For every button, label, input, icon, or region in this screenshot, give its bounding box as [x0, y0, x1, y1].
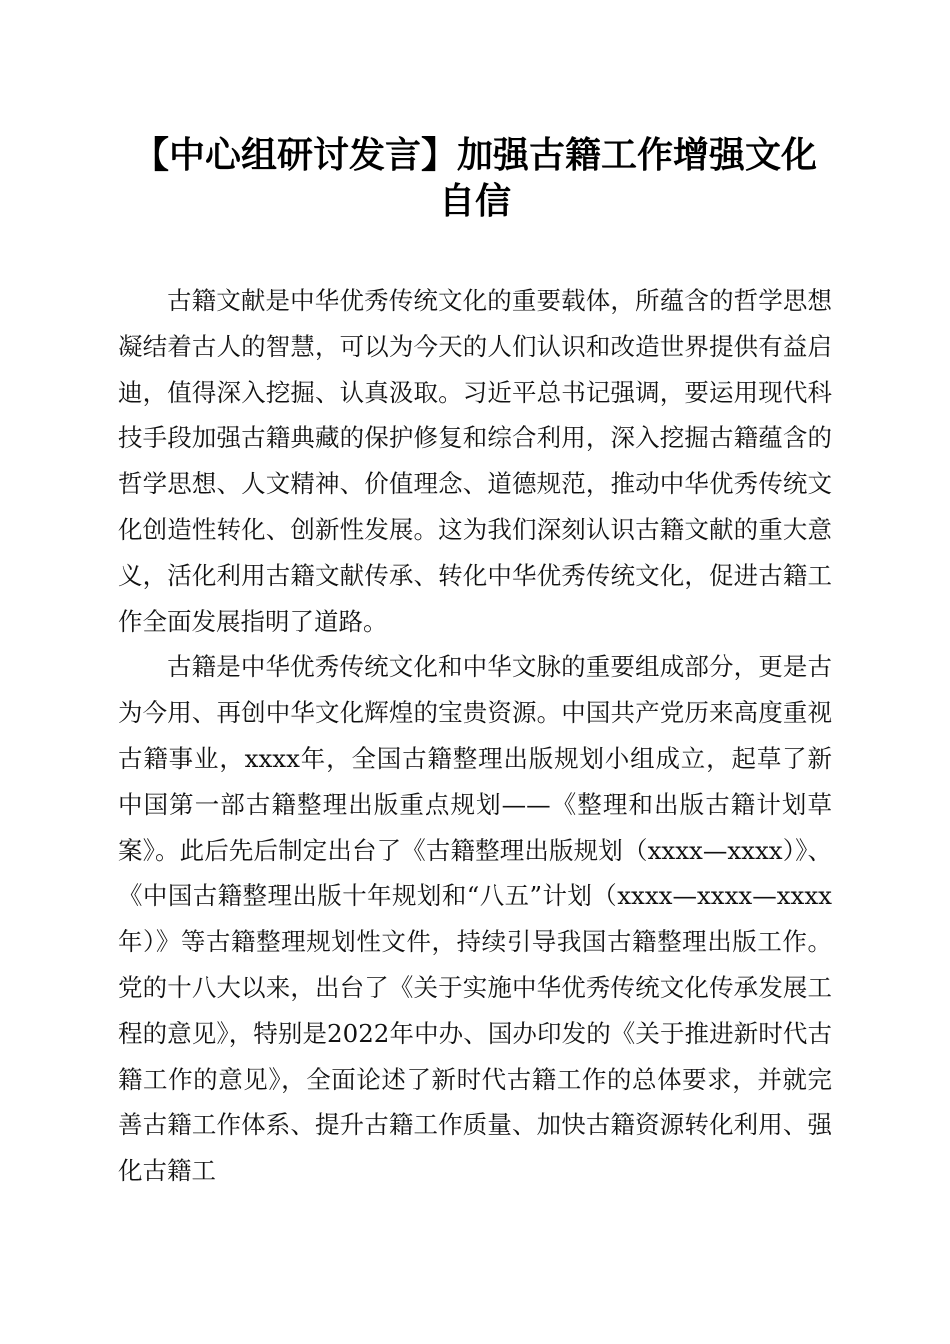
- document-body: [118, 278, 832, 1194]
- document-title: 【中心组研讨发言】加强古籍工作增强文化自信: [132, 134, 817, 222]
- paragraph-2: 古籍是中华优秀传统文化和中华文脉的重要组成部分，更是古为今用、再创中华文化辉煌的宝贵资源。中国共产党历来高度重视古籍事业，xxxx年，全国古籍整理出版规划小组成立，起草了新中国第一部古籍整理出版重点规划——《整理和出版古籍计划草案》。此后先后制定出台了《古籍整理出版规划（xxxx—xxxx）》、《中国古籍整理出版十年规划和“八五”计划（xxxx—xxxx—xxxx年）》等古籍整理规划性文件，持续引导我国古籍整理出版工作。党的十八大以来，出台了《关于实施中华优秀传统文化传承发展工程的意见》，特别是2022年中办、国办印发的《关于推进新时代古籍工作的意见》，全面论述了新时代古籍工作的总体要求，并就完善古籍工作体系、提升古籍工作质量、加快古籍资源转化利用、强化古籍工: [118, 652, 832, 1186]
- paragraph-1: 古籍文献是中华优秀传统文化的重要载体，所蕴含的哲学思想凝结着古人的智慧，可以为今天的人们认识和改造世界提供有益启迪，值得深入挖掘、认真汲取。习近平总书记强调，要运用现代科技手段加强古籍典藏的保护修复和综合利用，深入挖掘古籍蕴含的哲学思想、人文精神、价值理念、道德规范，推动中华优秀传统文化创造性转化、创新性发展。这为我们深刻认识古籍文献的重大意义，活化利用古籍文献传承、转化中华优秀传统文化，促进古籍工作全面发展指明了道路。: [118, 286, 832, 636]
